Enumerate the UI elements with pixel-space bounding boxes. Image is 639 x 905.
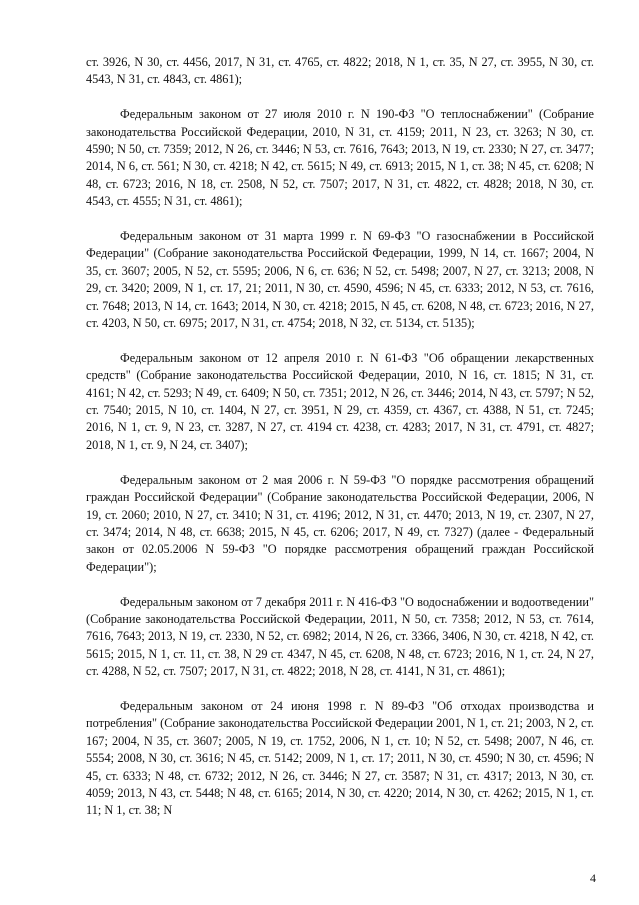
paragraph-medicines-law: Федеральным законом от 12 апреля 2010 г. N 61-ФЗ "Об обращении лекарственных средств" (Собрание законодательства Российской Федерации, 2010, N 16, ст. 1815; N 31, ст. 4161; N 42, ст. 5293; N 49, ст. 6409; N 50, ст. 7351; 2012, N 26, ст. 3446; 2014, N 43, ст. 5797; N 52, ст. 7540; 2015, N 10, ст. 1404, N 27, ст. 3951, N 29, ст. 4359, ст. 4367, ст. 4388, N 51, ст. 7245; 2016, N 1, ст. 9, N 23, ст. 3287, N 27, ст. 4194 ст. 4238, ст. 4283; 2017, N 31, ст. 4791, ст. 4827; 2018, N 1, ст. 9, N 24, ст. 3407); bbox=[86, 350, 594, 452]
paragraph-continuation: ст. 3926, N 30, ст. 4456, 2017, N 31, ст. 4765, ст. 4822; 2018, N 1, ст. 35, N 27, ст. 3955, N 30, ст. 4543, N 31, ст. 4843, ст. 4861); bbox=[86, 55, 594, 87]
paragraph-waste-law: Федеральным законом от 24 июня 1998 г. N 89-ФЗ "Об отходах производства и потребления" (Собрание законодательства Российской Федерации 2001, N 1, ст. 21; 2003, N 2, ст. 167; 2004, N 35, ст. 3607; 2005, N 19, ст. 1752, 2006, N 1, ст. 10; N 52, ст. 5498; 2007, N 46, ст. 5554; 2008, N 30, ст. 3616; N 45, ст. 5142; 2009, N 1, ст. 17; 2011, N 30, ст. 4590; N 30, ст. 4596; N 45, ст. 6333; N 48, ст. 6732; 2012, N 26, ст. 3446; N 27, ст. 3587; N 31, ст. 4317; 2013, N 30, ст. 4059; 2013, N 43, ст. 5448; N 48, ст. 6165; 2014, N 30, ст. 4220; 2014, N 30, ст. 4262; 2015, N 1, ст. 11; N 1, ст. 38; N bbox=[86, 698, 594, 818]
page-number: 4 bbox=[590, 871, 596, 885]
paragraph-citizen-appeals-law: Федеральным законом от 2 мая 2006 г. N 59-ФЗ "О порядке рассмотрения обращений граждан Российской Федерации" (Собрание законодательства Российской Федерации, 2006, N 19, ст. 2060; 2010, N 27, ст. 3410; N 31, ст. 4196; 2012, N 31, ст. 4470; 2013, N 19, ст. 2307, N 27, ст. 3474; 2014, N 48, ст. 6638; 2015, N 45, ст. 6206; 2017, N 49, ст. 7327) (далее - Федеральный закон от 02.05.2006 N 59-ФЗ "О порядке рассмотрения обращений граждан Российской Федерации"); bbox=[86, 472, 594, 574]
document-page bbox=[86, 54, 594, 837]
paragraph-heat-supply-law: Федеральным законом от 27 июля 2010 г. N 190-ФЗ "О теплоснабжении" (Собрание законодательства Российской Федерации, 2010, N 31, ст. 4159; 2011, N 23, ст. 3263; N 30, ст. 4590; N 50, ст. 7359; 2012, N 26, ст. 3446; N 53, ст. 7616, 7643; 2013, N 19, ст. 2330; N 27, ст. 3477; 2014, N 6, ст. 561; N 30, ст. 4218; N 42, ст. 5615; N 49, ст. 6913; 2015, N 1, ст. 38; N 45, ст. 6208; N 48, ст. 6723; 2016, N 18, ст. 2508, N 52, ст. 7507; 2017, N 31, ст. 4822, ст. 4828; 2018, N 30, ст. 4543, ст. 4555; N 31, ст. 4861); bbox=[86, 107, 594, 209]
paragraph-water-supply-law: Федеральным законом от 7 декабря 2011 г. N 416-ФЗ "О водоснабжении и водоотведении" (Собрание законодательства Российской Федерации, 2011, N 50, ст. 7358; 2012, N 53, ст. 7614, 7616, 7643; 2013, N 19, ст. 2330, N 52, ст. 6982; 2014, N 26, ст. 3366, 3406, N 30, ст. 4218, N 42, ст. 5615; 2015, N 1, ст. 11, ст. 38, N 29 ст. 4347, N 45, ст. 6208, N 48, ст. 6723; 2016, N 1, ст. 24, N 27, ст. 4288, N 52, ст. 7507; 2017, N 31, ст. 4822; 2018, N 28, ст. 4141, N 31, ст. 4861); bbox=[86, 594, 594, 679]
paragraph-gas-supply-law: Федеральным законом от 31 марта 1999 г. N 69-ФЗ "О газоснабжении в Российской Федерации" (Собрание законодательства Российской Федерации, 1999, N 14, ст. 1667; 2004, N 35, ст. 3607; 2005, N 52, ст. 5595; 2006, N 6, ст. 636; N 52, ст. 5498; 2007, N 27, ст. 3213; 2008, N 29, ст. 3420; 2009, N 1, ст. 17, 21; 2011, N 30, ст. 4590, 4596; N 45, ст. 6333; 2012, N 53, ст. 7616, ст. 7648; 2013, N 14, ст. 1643; 2014, N 30, ст. 4218; 2015, N 45, ст. 6208, N 48, ст. 6723; 2016, N 27, ст. 4203, N 50, ст. 6975; 2017, N 31, ст. 4754; 2018, N 32, ст. 5134, ст. 5135); bbox=[86, 229, 594, 331]
